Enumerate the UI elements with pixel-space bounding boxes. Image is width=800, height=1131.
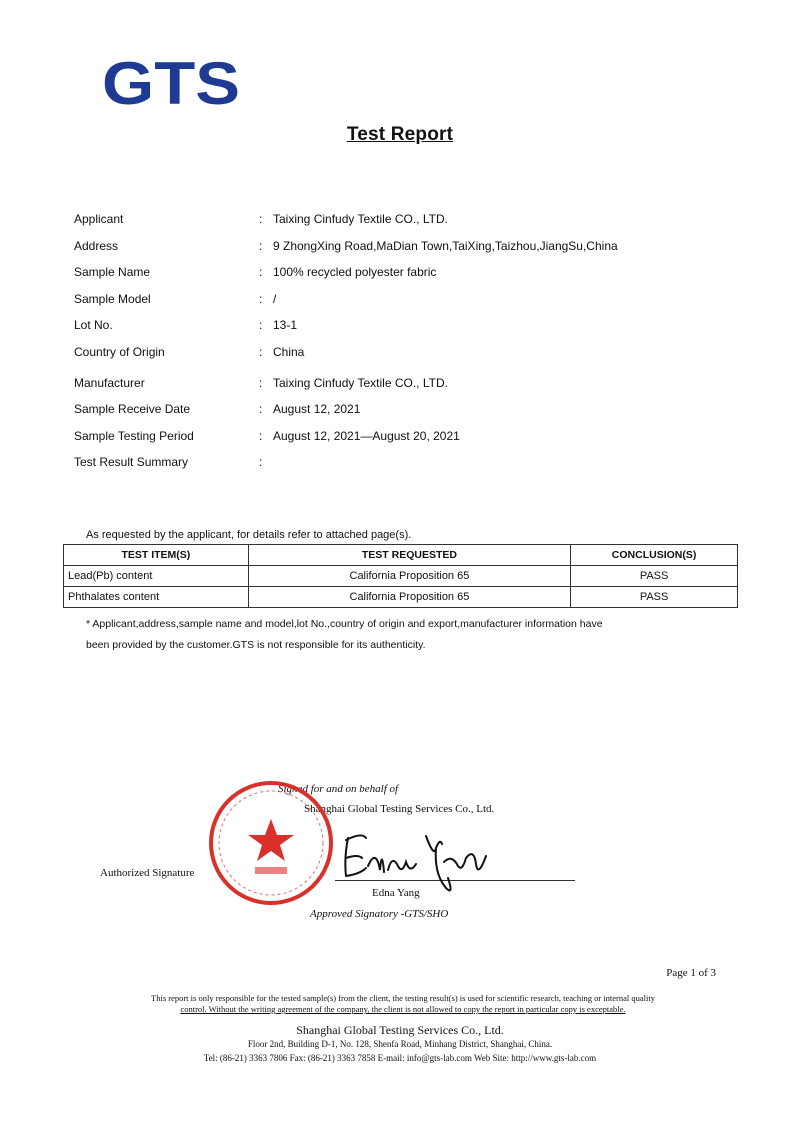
info-colon: :: [259, 212, 263, 226]
info-value: /: [273, 291, 277, 306]
info-row-result-summary: [74, 455, 754, 482]
table-row: [64, 566, 738, 587]
info-label: Sample Receive Date: [74, 402, 191, 417]
disclaimer-note: [86, 614, 726, 656]
info-row-receive-date: [74, 402, 754, 429]
column-header: CONCLUSION(S): [571, 545, 738, 566]
info-colon: :: [259, 428, 263, 443]
info-row-country: [74, 345, 754, 372]
info-value: 9 ZhongXing Road,MaDian Town,TaiXing,Taizhou,JiangSu,China: [273, 238, 618, 253]
info-label: Lot No.: [74, 318, 113, 333]
disclaimer-line: control. Without the writing agreement of the company, the client is not allowed to copy the report in particular copy is exceptable.: [180, 1004, 626, 1014]
table-header-row: [64, 545, 738, 566]
info-label: Sample Name: [74, 265, 151, 280]
signer-title: Approved Signatory -GTS/SHO: [310, 908, 449, 920]
info-value: 13-1: [273, 318, 298, 333]
info-label: Sample Testing Period: [74, 428, 194, 443]
info-colon: :: [259, 375, 263, 390]
logo-text: GTS: [102, 56, 240, 108]
table-cell: California Proposition 65: [248, 587, 570, 608]
info-colon: :: [259, 344, 263, 359]
signing-company: Shanghai Global Testing Services Co., Ltd.: [304, 803, 495, 815]
company-seal-icon: [207, 779, 335, 907]
handwritten-signature-icon: [336, 818, 496, 898]
info-value: Taixing Cinfudy Textile CO., LTD.: [273, 212, 448, 226]
footer-contact: Tel: (86-21) 3363 7806 Fax: (86-21) 3363 7858 E-mail: info@gts-lab.com Web Site: http://www.gts-lab.com: [203, 1053, 597, 1063]
table-cell: PASS: [571, 587, 738, 608]
info-row-testing-period: [74, 429, 754, 456]
authorized-signature-label: Authorized Signature: [100, 867, 195, 879]
table-cell: Lead(Pb) content: [64, 566, 249, 587]
info-row-manufacturer: [74, 376, 754, 403]
footer-company: Shanghai Global Testing Services Co., Ltd.: [296, 1023, 504, 1037]
info-label: Applicant: [74, 212, 124, 226]
gts-logo: [102, 56, 242, 108]
info-colon: :: [259, 455, 263, 470]
info-colon: :: [259, 291, 263, 306]
info-value: August 12, 2021: [273, 402, 361, 417]
info-value: Taixing Cinfudy Textile CO., LTD.: [273, 375, 448, 390]
info-value: August 12, 2021—August 20, 2021: [273, 428, 460, 443]
table-row: [64, 587, 738, 608]
info-row-sample-name: [74, 265, 754, 292]
info-label: Sample Model: [74, 291, 151, 306]
footer-address: Floor 2nd, Building D-1, No. 128, Shenfa Road, Minhang District, Shanghai, China.: [247, 1039, 553, 1049]
info-row-lot-no: [74, 318, 754, 345]
report-info: [74, 212, 754, 482]
table-cell: PASS: [571, 566, 738, 587]
info-colon: :: [259, 238, 263, 253]
info-label: Manufacturer: [74, 375, 145, 390]
info-colon: :: [259, 402, 263, 417]
note-line: been provided by the customer.GTS is not responsible for its authenticity.: [86, 639, 426, 651]
table-cell: Phthalates content: [64, 587, 249, 608]
results-table: [63, 544, 738, 608]
info-row-applicant: [74, 212, 754, 239]
note-line: * Applicant,address,sample name and model,lot No.,country of origin and export,manufacturer information have: [86, 618, 603, 630]
column-header: TEST ITEM(S): [64, 545, 249, 566]
info-colon: :: [259, 265, 263, 280]
info-value: 100% recycled polyester fabric: [273, 265, 437, 280]
info-label: Address: [74, 238, 119, 253]
info-row-address: [74, 239, 754, 266]
request-statement: As requested by the applicant, for details refer to attached page(s).: [86, 529, 412, 541]
info-value: China: [273, 344, 305, 359]
info-colon: :: [259, 318, 263, 333]
page-title: Test Report: [346, 124, 454, 145]
legal-disclaimer: [88, 993, 718, 1015]
table-cell: California Proposition 65: [248, 566, 570, 587]
column-header: TEST REQUESTED: [248, 545, 570, 566]
page-number: Page 1 of 3: [666, 967, 716, 979]
info-label: Country of Origin: [74, 344, 165, 359]
info-row-sample-model: [74, 292, 754, 319]
disclaimer-line: This report is only responsible for the tested sample(s) from the client, the testing result(s) is used for scientific research, teaching or internal quality: [151, 993, 655, 1003]
info-label: Test Result Summary: [74, 455, 189, 470]
signed-for-text: Signed for and on behalf of: [278, 783, 399, 795]
signer-name: Edna Yang: [372, 887, 420, 899]
